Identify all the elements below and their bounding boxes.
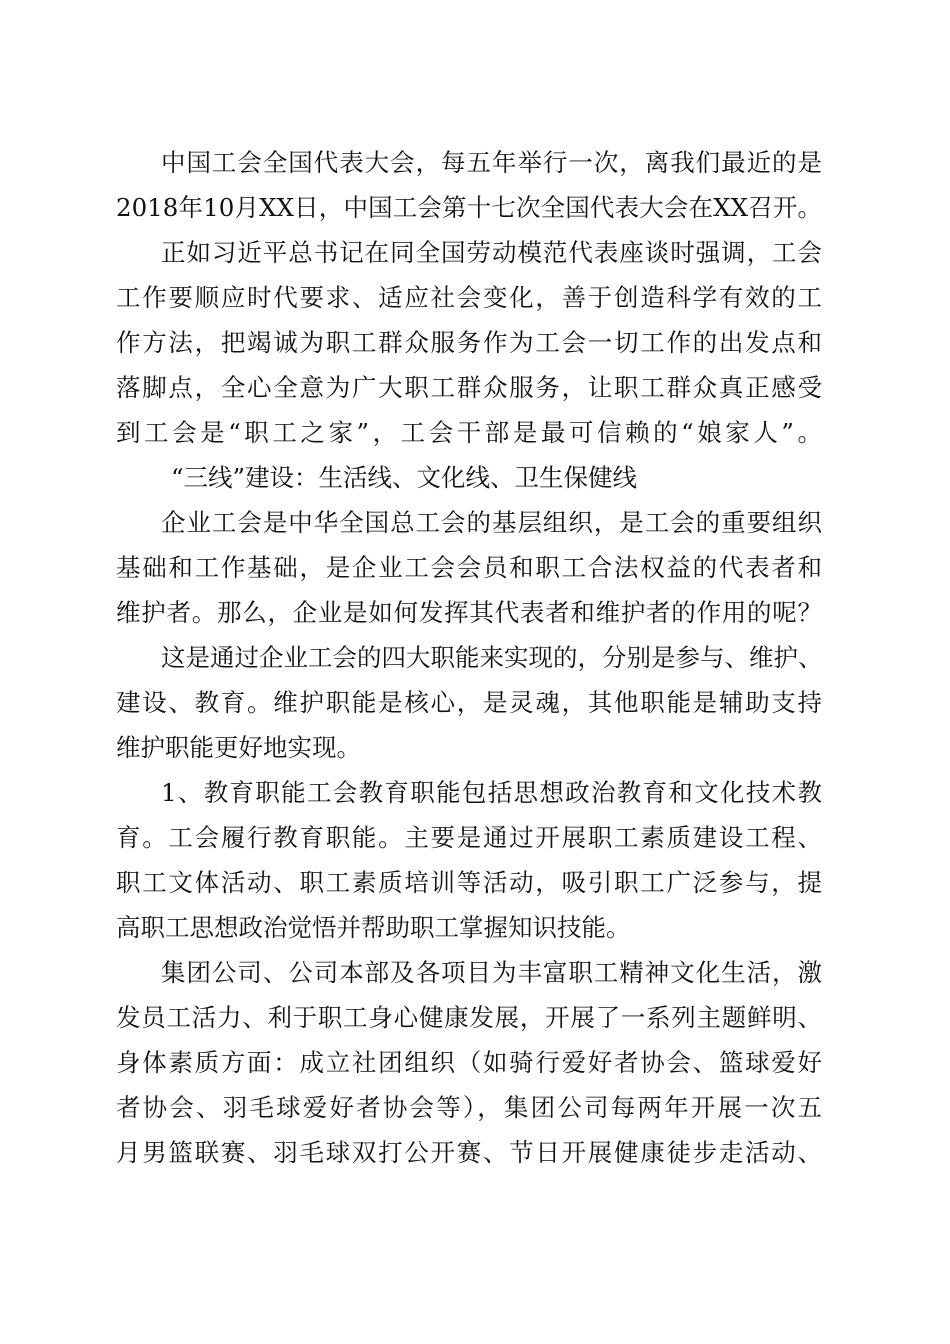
- paragraph-1-line-2: 2018年10月XX日，中国工会第十七次全国代表大会在XX召开。: [116, 193, 822, 222]
- paragraph-7-line-1: 集团公司、公司本部及各项目为丰富职工精神文化生活，激: [161, 958, 822, 987]
- paragraph-1-line-1: 中国工会全国代表大会，每五年举行一次，离我们最近的是: [161, 148, 822, 177]
- paragraph-2-line-4: 落脚点，全心全意为广大职工群众服务，让职工群众真正感受: [116, 373, 822, 402]
- paragraph-2-line-1: 正如习近平总书记在同全国劳动模范代表座谈时强调，工会: [161, 238, 822, 267]
- paragraph-5-line-1: 这是通过企业工会的四大职能来实现的，分别是参与、维护、: [161, 643, 823, 672]
- paragraph-6-line-4: 高职工思想政治觉悟并帮助职工掌握知识技能。: [116, 913, 631, 942]
- paragraph-5-line-2: 建设、教育。维护职能是核心，是灵魂，其他职能是辅助支持: [116, 688, 822, 717]
- paragraph-7-line-3: 身体素质方面：成立社团组织（如骑行爱好者协会、篮球爱好: [116, 1048, 822, 1077]
- document-body: [116, 140, 822, 1175]
- paragraph-6-line-2: 育。工会履行教育职能。主要是通过开展职工素质建设工程、: [116, 823, 822, 852]
- paragraph-7-line-2: 发员工活力、利于职工身心健康发展，开展了一系列主题鲜明、: [116, 1003, 822, 1032]
- paragraph-4-line-1: 企业工会是中华全国总工会的基层组织，是工会的重要组织: [161, 508, 822, 537]
- paragraph-4-line-2: 基础和工作基础，是企业工会会员和职工合法权益的代表者和: [116, 553, 822, 582]
- paragraph-5-line-3: 维护职能更好地实现。: [116, 733, 361, 762]
- paragraph-2-line-3: 作方法，把竭诚为职工群众服务作为工会一切工作的出发点和: [116, 328, 822, 357]
- paragraph-7-line-4: 者协会、羽毛球爱好者协会等），集团公司每两年开展一次五: [116, 1093, 822, 1122]
- paragraph-6-line-1: 1、教育职能工会教育职能包括思想政治教育和文化技术教: [161, 778, 822, 807]
- paragraph-4-line-3: 维护者。那么，企业是如何发挥其代表者和维护者的作用的呢？: [116, 598, 822, 627]
- paragraph-3-line-1: “三线”建设：生活线、文化线、卫生保健线: [171, 463, 638, 492]
- paragraph-2-line-2: 工作要顺应时代要求、适应社会变化，善于创造科学有效的工: [116, 283, 822, 312]
- paragraph-6-line-3: 职工文体活动、职工素质培训等活动，吸引职工广泛参与，提: [116, 868, 822, 897]
- paragraph-2-line-5: 到工会是“职工之家”，工会干部是最可信赖的“娘家人”。: [116, 418, 822, 447]
- paragraph-7-line-5: 月男篮联赛、羽毛球双打公开赛、节日开展健康徒步走活动、: [116, 1138, 822, 1167]
